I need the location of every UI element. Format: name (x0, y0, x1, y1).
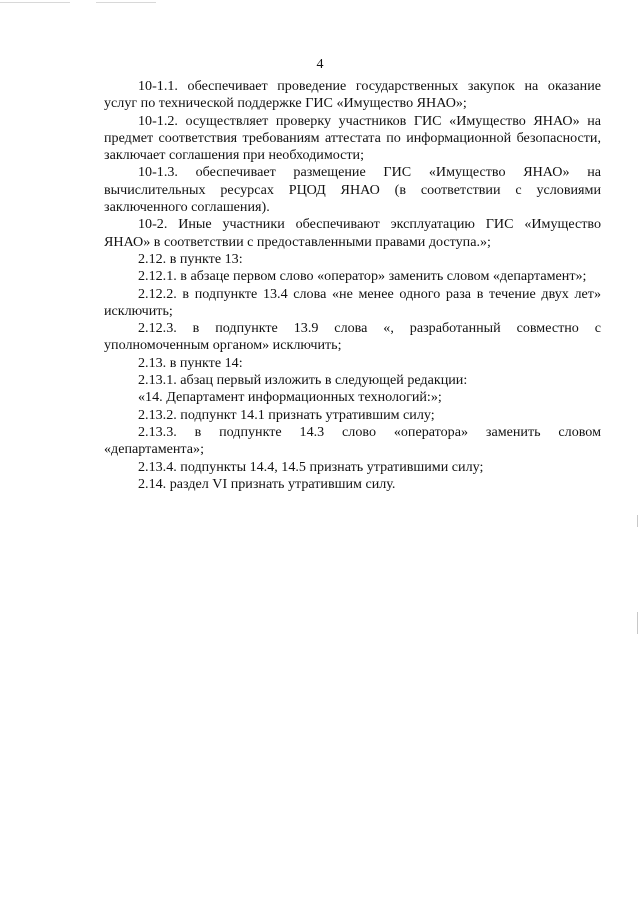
paragraph-2-13-2: 2.13.2. подпункт 14.1 признать утратившим силу; (138, 406, 435, 423)
page-number: 4 (316, 57, 324, 72)
paragraph-2-13-4: 2.13.4. подпункты 14.4, 14.5 признать утратившими силу; (138, 458, 484, 475)
paragraph-2-12: 2.12. в пункте 13: (138, 250, 243, 267)
paragraph-2-12-3: 2.12.3. в подпункте 13.9 слова «, разработанный совместно с уполномоченным органом» исключить; (104, 320, 601, 354)
paragraph-2-13: 2.13. в пункте 14: (138, 354, 243, 371)
document-body (104, 78, 601, 493)
scan-artifact (0, 2, 70, 3)
paragraph-10-1-1: 10-1.1. обеспечивает проведение государственных закупок на оказание услуг по технической поддержке ГИС «Имущество ЯНАО»; (104, 78, 601, 112)
paragraph-10-2: 10-2. Иные участники обеспечивают эксплуатацию ГИС «Имущество ЯНАО» в соответствии с предоставленными правами доступа.»; (104, 216, 601, 250)
paragraph-2-13-1: 2.13.1. абзац первый изложить в следующей редакции: (138, 372, 468, 389)
paragraph-2-12-2: 2.12.2. в подпункте 13.4 слова «не менее одного раза в течение двух лет» исключить; (104, 285, 601, 319)
paragraph-2-12-1: 2.12.1. в абзаце первом слово «оператор» заменить словом «департамент»; (138, 268, 587, 285)
paragraph-2-14: 2.14. раздел VI признать утратившим силу. (138, 475, 396, 492)
paragraph-10-1-3: 10-1.3. обеспечивает размещение ГИС «Имущество ЯНАО» на вычислительных ресурсах РЦОД ЯНАО (в соответствии с условиями заключенного соглашения). (104, 164, 601, 216)
scan-artifact (637, 515, 638, 527)
paragraph-10-1-2: 10-1.2. осуществляет проверку участников ГИС «Имущество ЯНАО» на предмет соответствия требованиям аттестата по информационной безопасности, заключает соглашения при необходимости; (104, 112, 601, 164)
scan-artifact (637, 612, 638, 634)
paragraph-quoted-14: «14. Департамент информационных технологий:»; (138, 389, 442, 406)
paragraph-2-13-3: 2.13.3. в подпункте 14.3 слово «оператора» заменить словом «департамента»; (104, 423, 601, 458)
scan-artifact (96, 2, 156, 3)
